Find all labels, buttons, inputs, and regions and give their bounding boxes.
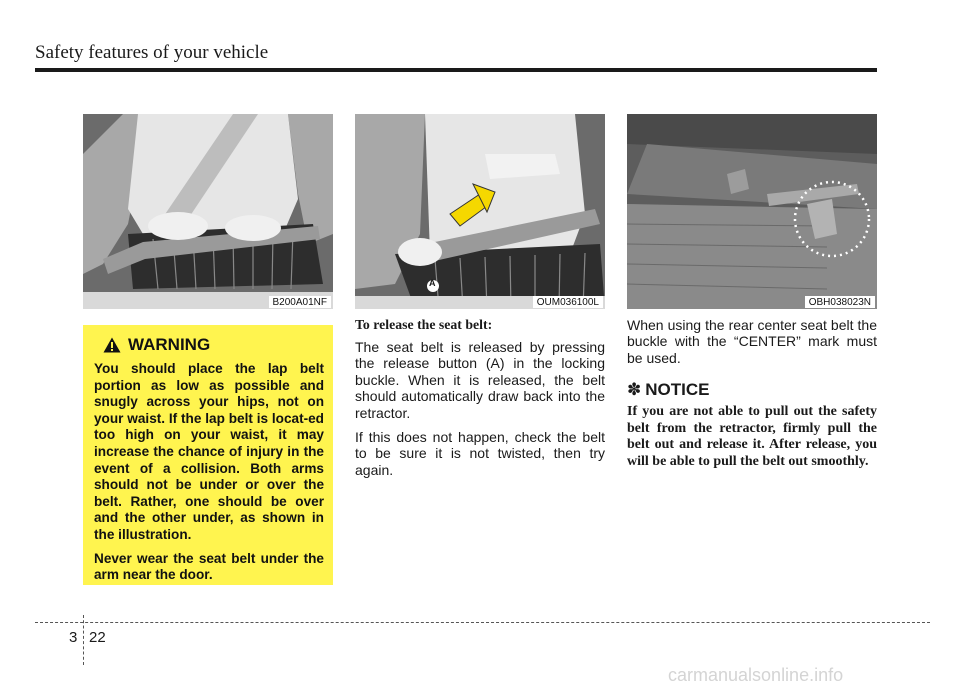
page-header-title: Safety features of your vehicle	[35, 42, 269, 63]
body-paragraph: When using the rear center seat belt the buckle with the “CENTER” mark must be used.	[627, 317, 877, 366]
chapter-number: 3	[69, 629, 78, 646]
release-button-marker: A	[429, 278, 436, 288]
lap-belt-illustration	[83, 114, 333, 309]
warning-title: WARNING	[128, 335, 211, 354]
notice-heading	[627, 380, 877, 400]
image-code: OBH038023N	[805, 296, 875, 308]
footer-divider	[83, 615, 84, 665]
body-paragraph: If this does not happen, check the belt to be sure it is not twisted, then try again.	[355, 429, 605, 478]
footer-rule	[35, 622, 930, 623]
notice-body: If you are not able to pull out the safety belt from the retractor, firmly pull the belt out and release it. After release, you will be able to pull the belt out smoothly.	[627, 404, 877, 469]
page-number: 22	[89, 629, 106, 646]
warning-paragraph: Never wear the seat belt under the arm near the door.	[94, 550, 324, 583]
warning-paragraph: You should place the lap belt portion as low as possible and snugly across your hips, not on your waist. If the lap belt is locat-ed too high on your waist, it may increase the chance of injury in the event of a collision. Both arms should not be under or over the belt. Rather, one should be over and the other under, as shown in the illustration.	[94, 361, 324, 542]
section-heading: To release the seat belt:	[355, 317, 493, 332]
center-buckle-illustration	[627, 114, 877, 309]
center-belt-section	[627, 317, 877, 471]
notice-title: NOTICE	[645, 380, 710, 400]
release-section	[355, 317, 605, 486]
image-code: OUM036100L	[533, 296, 603, 308]
release-buckle-illustration	[355, 114, 605, 309]
watermark: carmanualsonline.info	[668, 665, 844, 685]
warning-triangle-icon	[103, 337, 121, 353]
body-paragraph: The seat belt is released by pressing the release button (A) in the locking buckle. When it is released, the belt should automatically draw back into the retractor.	[355, 339, 605, 421]
image-code: B200A01NF	[269, 296, 331, 308]
warning-box	[83, 325, 333, 585]
notice-symbol-icon: ✽	[627, 380, 642, 400]
header-rule	[35, 68, 877, 72]
